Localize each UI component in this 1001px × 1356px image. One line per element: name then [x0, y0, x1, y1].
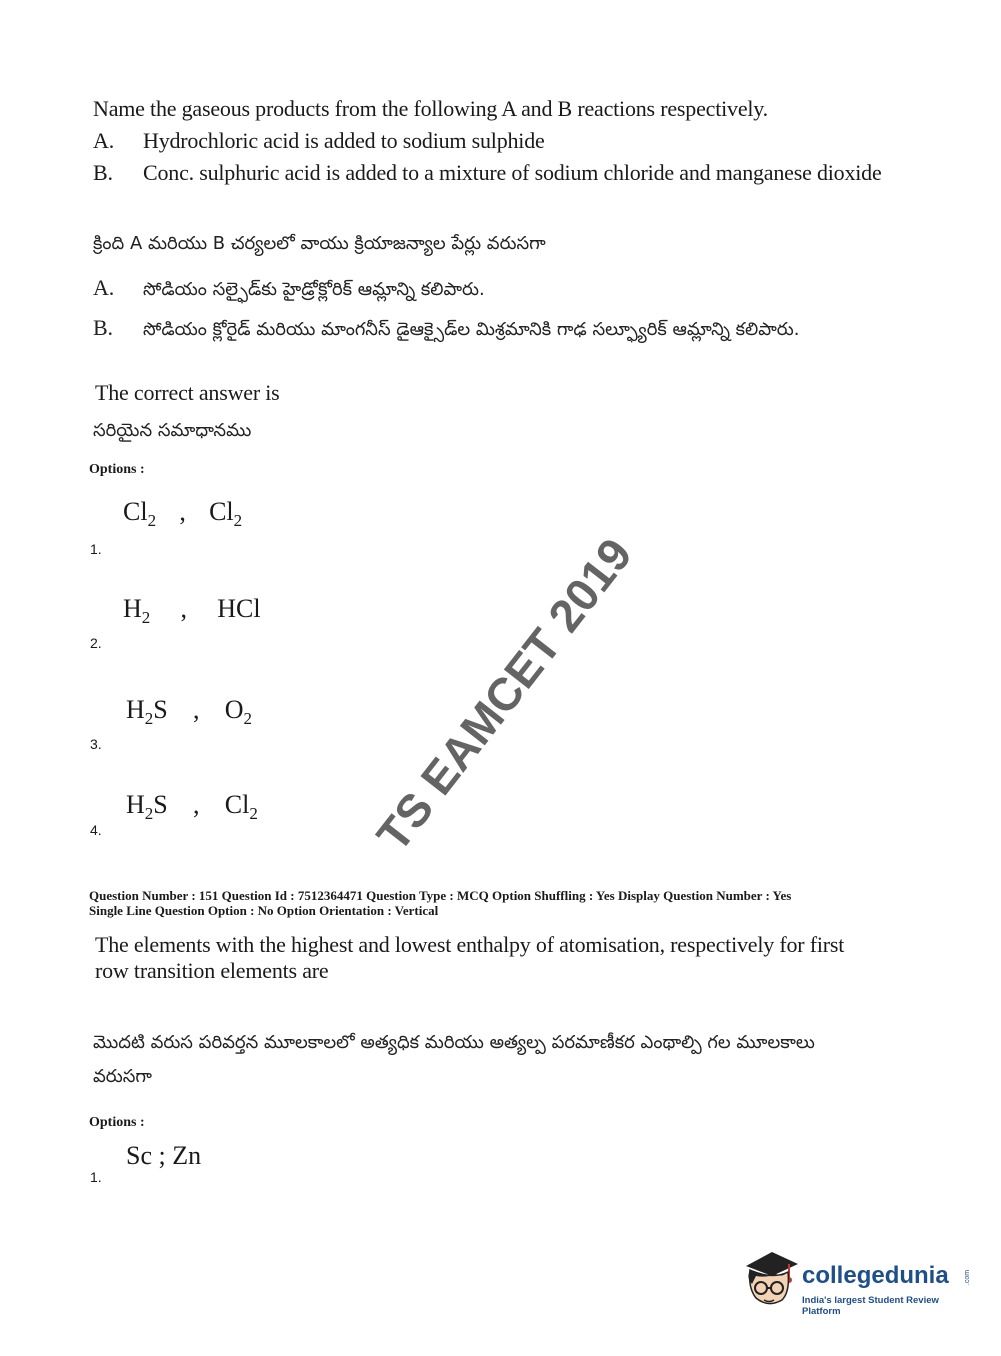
meta-line-1: Question Number : 151 Question Id : 7512364471 Question Type : MCQ Option Shuffling : Yes Display Question Number : Yes	[89, 888, 792, 903]
answer-label-en: The correct answer is	[95, 380, 280, 405]
item-b-text: Conc. sulphuric acid is added to a mixture of sodium chloride and manganese dioxide	[143, 160, 882, 185]
collegedunia-logo[interactable]	[742, 1248, 972, 1318]
item-b-te-text: సోడియం క్లోరైడ్ మరియు మాంగనీస్ డైఆక్సైడ్‌ల మిశ్రమానికి గాఢ సల్ఫ్యూరిక్ ఆమ్లాన్ని కలిపారు.	[143, 319, 800, 340]
q2-option-1-number: 1.	[90, 1169, 102, 1185]
q1-stem-te: క్రింది A మరియు B చర్యలలో వాయు క్రియాజన్యాల పేర్లు వరుసగా	[93, 233, 546, 254]
q2-options-title: Options :	[89, 1115, 145, 1130]
q1-options-title: Options :	[89, 462, 145, 477]
item-a-te-text: సోడియం సల్ఫైడ్‌కు హైడ్రోక్లోరిక్ ఆమ్లాన్ని కలిపారు.	[143, 279, 485, 300]
item-b-label: B.	[93, 160, 113, 185]
watermark: TS EAMCET 2019	[366, 528, 642, 861]
formula-separator: ,	[180, 594, 188, 623]
formula-a: $Cl_2$	[123, 497, 157, 531]
item-a-text: Hydrochloric acid is added to sodium sulphide	[143, 128, 545, 153]
mascot-icon	[742, 1248, 800, 1314]
q1-item-a-te	[93, 275, 485, 304]
formula-a: $H_2S$	[126, 790, 168, 824]
formula-separator: ,	[193, 790, 200, 819]
item-b-label-te: B.	[93, 315, 113, 340]
q2-stem-en-line-1: The elements with the highest and lowest enthalpy of atomisation, respectively for first	[95, 932, 845, 957]
formula-a: $H_2$	[123, 594, 151, 628]
q1-item-b-te	[93, 315, 799, 344]
q1-option-4-formula[interactable]	[126, 790, 258, 824]
formula-b: HCl	[217, 594, 261, 623]
q1-stem-en: Name the gaseous products from the following A and B reactions respectively.	[93, 96, 768, 121]
q1-option-2-formula[interactable]	[123, 594, 261, 628]
q2-stem-te-line-1: మొదటి వరుస పరివర్తన మూలకాలలో అత్యధిక మరియు అత్యల్ప పరమాణీకర ఎంథాల్పి గల మూలకాలు	[93, 1032, 815, 1053]
q2-stem-en-line-2: row transition elements are	[95, 958, 329, 983]
formula-b: $Cl_2$	[209, 497, 243, 531]
q1-item-b-en	[93, 160, 882, 186]
logo-suffix: .com	[964, 1269, 972, 1286]
question-meta	[89, 888, 791, 918]
q1-option-4-number: 4.	[90, 822, 102, 838]
q1-option-1-number: 1.	[90, 541, 102, 557]
q1-option-1-formula[interactable]	[123, 497, 242, 531]
q1-option-3-number: 3.	[90, 736, 102, 752]
item-a-label-te: A.	[93, 275, 114, 300]
item-a-label: A.	[93, 128, 114, 153]
logo-name: collegedunia	[802, 1262, 949, 1289]
formula-a: $H_2S$	[126, 695, 168, 729]
q1-option-3-formula[interactable]	[126, 695, 252, 729]
q1-item-a-en	[93, 128, 545, 154]
q1-option-2-number: 2.	[90, 635, 102, 651]
formula-separator: ,	[179, 497, 186, 526]
answer-label-te: సరియైన సమాధానము	[93, 420, 252, 441]
formula-b: $Cl_2$	[224, 790, 258, 824]
logo-tagline: India's largest Student Review Platform	[802, 1295, 939, 1317]
formula-separator: ,	[193, 695, 200, 724]
formula-b: $O_2$	[224, 695, 253, 729]
q2-option-1-text[interactable]: Sc ; Zn	[126, 1141, 202, 1170]
q2-stem-te-line-2: వరుసగా	[93, 1066, 152, 1087]
meta-line-2: Single Line Question Option : No Option Orientation : Vertical	[89, 903, 439, 918]
